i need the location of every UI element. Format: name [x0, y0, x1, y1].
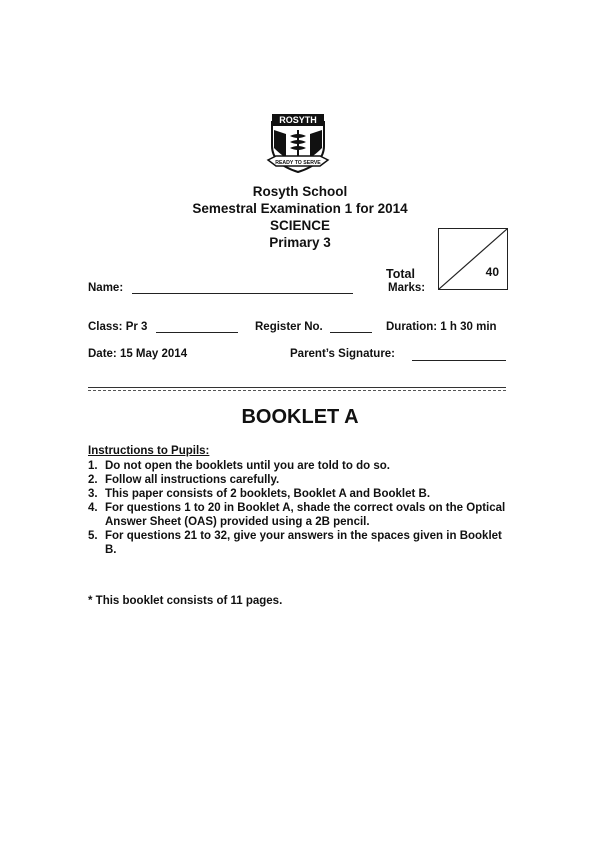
instructions-title: Instructions to Pupils:	[88, 445, 210, 457]
marks-label: Marks:	[388, 282, 426, 294]
signature-label: Parent’s Signature:	[290, 348, 396, 360]
booklet-title: BOOKLET A	[241, 406, 359, 428]
list-item-text: For questions 21 to 32, give your answers in the spaces given in Booklet B.	[105, 530, 502, 556]
instructions-list	[88, 459, 508, 557]
max-marks: 40	[485, 265, 499, 279]
duration-text: Duration: 1 h 30 min	[386, 321, 497, 333]
total-marks-box	[438, 228, 508, 290]
exam-title: Semestral Examination 1 for 2014	[192, 201, 408, 216]
list-item-number: 2.	[88, 474, 98, 486]
list-item-number: 4.	[88, 502, 98, 514]
crest-banner-top: ROSYTH	[279, 115, 317, 125]
name-field[interactable]	[132, 293, 353, 294]
list-item-number: 5.	[88, 530, 98, 542]
diagonal-divider	[439, 229, 507, 289]
list-item-text: Follow all instructions carefully.	[105, 474, 280, 486]
list-item-text: For questions 1 to 20 in Booklet A, shade the correct ovals on the Optical Answer Sheet (OAS) provided using a 2B pencil.	[105, 502, 506, 528]
class-field[interactable]	[156, 332, 238, 333]
list-item-number: 1.	[88, 460, 98, 472]
list-item	[88, 529, 508, 557]
list-item	[88, 459, 508, 473]
level-title: Primary 3	[269, 235, 331, 250]
subject-title: SCIENCE	[269, 218, 330, 233]
list-item	[88, 501, 508, 529]
divider-line-dashed	[88, 390, 506, 391]
register-field[interactable]	[330, 332, 372, 333]
divider-line	[88, 387, 506, 388]
total-label: Total	[386, 267, 415, 281]
register-label: Register No.	[255, 321, 323, 333]
page-count-note: * This booklet consists of 11 pages.	[88, 595, 283, 607]
list-item-text: This paper consists of 2 booklets, Booklet A and Booklet B.	[105, 488, 431, 500]
list-item-text: Do not open the booklets until you are told to do so.	[105, 460, 390, 472]
list-item	[88, 473, 508, 487]
school-name: Rosyth School	[252, 184, 348, 199]
date-text: Date: 15 May 2014	[88, 348, 188, 360]
crest-banner-bottom: READY TO SERVE	[275, 160, 321, 166]
name-label: Name:	[88, 282, 124, 294]
list-item-number: 3.	[88, 488, 98, 500]
class-label: Class: Pr 3	[88, 321, 148, 333]
school-crest-icon	[266, 112, 330, 176]
list-item	[88, 487, 508, 501]
signature-field[interactable]	[412, 360, 506, 361]
